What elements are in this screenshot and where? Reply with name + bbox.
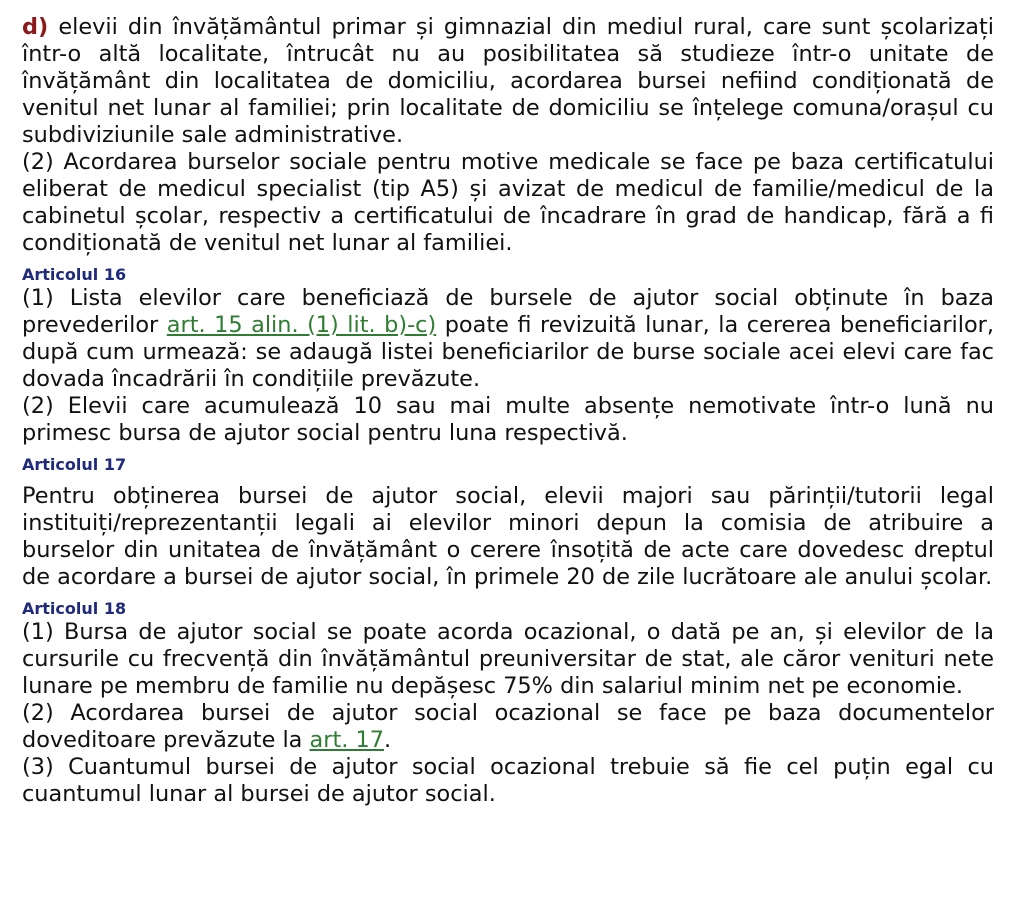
article-17-text: Pentru obținerea bursei de ajutor social, elevii majori sau părinții/tutorii legal instituiți/reprezentanții legali ai elevilor minori depun la comisia de atribuire a burselor din unitatea de învățământ o cerere însoțită de acte care dovedesc dreptul de acordare a bursei de ajutor social, în primele 20 de zile lucrătoare ale anului școlar. <box>22 483 994 590</box>
link-art17[interactable]: art. 17 <box>309 727 384 753</box>
article-18-alin2-text-start: (2) Acordarea bursei de ajutor social ocazional se face pe baza documentelor doveditoare prevăzute la <box>22 700 994 753</box>
article-18-alin2-text-end: . <box>383 727 392 753</box>
article-16-alin1-text-end: poate fi revizuită lunar, la cererea beneficiarilor, după cum urmează: se adaugă listei beneficiarilor de burse sociale acei elevi care fac dovada încadrării în condițiile prevăzute. <box>22 312 995 392</box>
article-18-heading: Articolul 18 <box>22 599 127 618</box>
article-18-alin1: (1) Bursa de ajutor social se poate acorda ocazional, o dată pe an, și elevilor de la cursurile cu frecvență din învățământul preuniversitar de stat, ale căror venituri nete lunare pe membru de familie nu depășesc 75% din salariul minim net pe economie. <box>22 619 994 699</box>
letter-marker-d: d) <box>22 14 49 40</box>
article-16-heading: Articolul 16 <box>22 265 127 284</box>
article-18-alin2 <box>22 700 994 754</box>
paragraph-art15-alin2: (2) Acordarea burselor sociale pentru motive medicale se face pe baza certificatului eliberat de medicul specialist (tip A5) și avizat de medicul de familie/medicul de la cabinetul școlar, respectiv a certificatului de încadrare în grad de handicap, fără a fi condiționată de venitul net lunar al familiei. <box>22 149 994 256</box>
article-16-alin1-text-start: (1) Lista elevilor care beneficiază de bursele de ajutor social obținute în baza prevederilor <box>22 285 994 338</box>
link-art15-alin1-lit-b-c[interactable]: art. 15 alin. (1) lit. b)-c) <box>166 312 437 338</box>
article-16-alin2: (2) Elevii care acumulează 10 sau mai multe absențe nemotivate într-o lună nu primesc bursa de ajutor social pentru luna respectivă. <box>22 393 994 446</box>
article-18-alin3: (3) Cuantumul bursei de ajutor social ocazional trebuie să fie cel puțin egal cu cuantumul lunar al bursei de ajutor social. <box>22 754 994 807</box>
article-16-alin1 <box>22 285 994 393</box>
paragraph-letter-d <box>22 14 994 149</box>
letter-d-text: elevii din învățământul primar și gimnazial din mediul rural, care sunt școlarizați într-o altă localitate, întrucât nu au posibilitatea să studieze într-o unitate de învățământ din localitatea de domiciliu, acordarea bursei nefiind condiționată de venitul net lunar al familiei; prin localitate de domiciliu se înțelege comuna/orașul cu subdiviziunile sale administrative. <box>22 14 994 148</box>
article-17-heading: Articolul 17 <box>22 455 127 474</box>
